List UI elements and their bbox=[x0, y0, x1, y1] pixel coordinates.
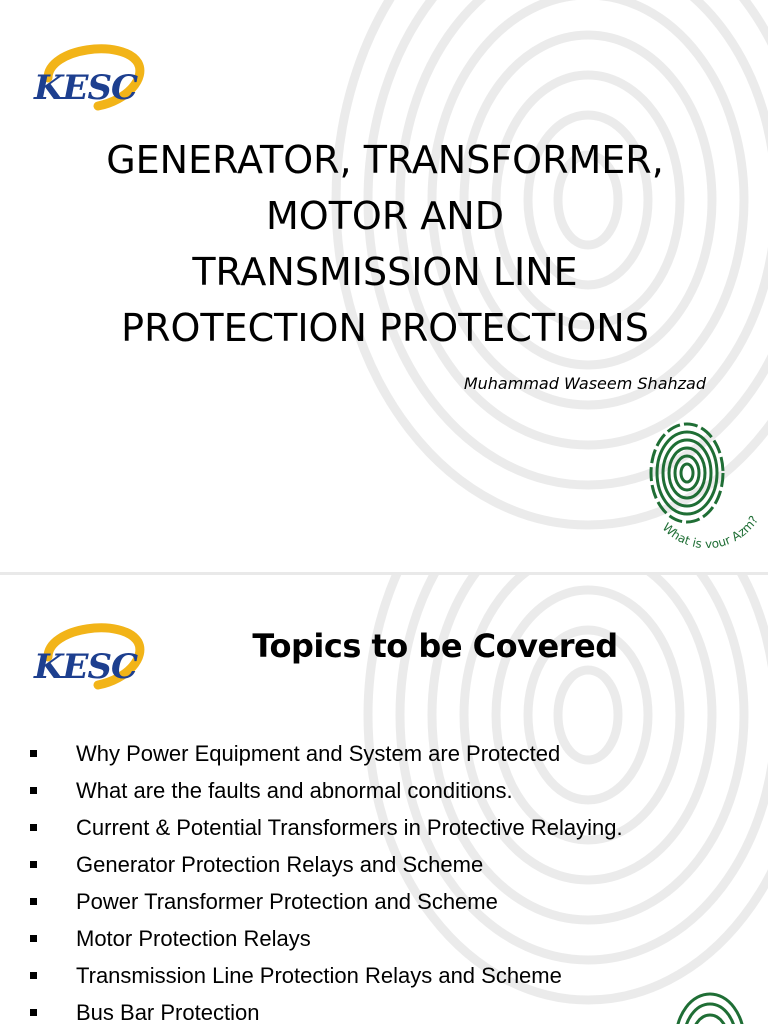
topic-text: Bus Bar Protection bbox=[76, 1000, 260, 1024]
fingerprint-icon bbox=[660, 990, 760, 1024]
topic-text: Motor Protection Relays bbox=[76, 926, 311, 951]
bullet-icon bbox=[30, 1009, 37, 1016]
list-item bbox=[30, 846, 623, 883]
list-item bbox=[30, 809, 623, 846]
bullet-icon bbox=[30, 750, 37, 757]
topics-slide bbox=[0, 575, 768, 1024]
bullet-icon bbox=[30, 787, 37, 794]
topic-text: Generator Protection Relays and Scheme bbox=[76, 852, 484, 877]
badge-text: What is your Azm? bbox=[659, 513, 761, 548]
title-line: GENERATOR, TRANSFORMER, bbox=[106, 138, 664, 182]
author-name: Muhammad Waseem Shahzad bbox=[463, 374, 706, 393]
slide-title: Topics to be Covered bbox=[252, 627, 618, 665]
title-line: PROTECTION PROTECTIONS bbox=[121, 306, 649, 350]
fingerprint-icon bbox=[632, 418, 762, 548]
bullet-icon bbox=[30, 861, 37, 868]
logo-text: KESC bbox=[34, 647, 138, 687]
title-line: MOTOR AND bbox=[266, 194, 504, 238]
title-line: TRANSMISSION LINE bbox=[192, 250, 578, 294]
list-item bbox=[30, 772, 623, 809]
bullet-icon bbox=[30, 935, 37, 942]
list-item bbox=[30, 920, 623, 957]
bullet-icon bbox=[30, 972, 37, 979]
kesc-logo bbox=[28, 617, 148, 697]
azm-badge bbox=[632, 418, 762, 548]
list-item bbox=[30, 883, 623, 920]
list-item bbox=[30, 735, 623, 772]
topic-text: Why Power Equipment and System are Protected bbox=[76, 741, 561, 766]
topic-text: Power Transformer Protection and Scheme bbox=[76, 889, 498, 914]
slide-title bbox=[30, 132, 740, 356]
topic-text: What are the faults and abnormal conditions. bbox=[76, 778, 513, 803]
topic-text: Current & Potential Transformers in Protective Relaying. bbox=[76, 815, 623, 840]
bullet-icon bbox=[30, 898, 37, 905]
azm-badge-partial bbox=[660, 990, 760, 1024]
kesc-logo bbox=[28, 38, 148, 118]
logo-text: KESC bbox=[34, 68, 138, 108]
list-item bbox=[30, 994, 623, 1024]
bullet-icon bbox=[30, 824, 37, 831]
topics-list bbox=[30, 735, 623, 1024]
list-item bbox=[30, 957, 623, 994]
topic-text: Transmission Line Protection Relays and Scheme bbox=[76, 963, 562, 988]
